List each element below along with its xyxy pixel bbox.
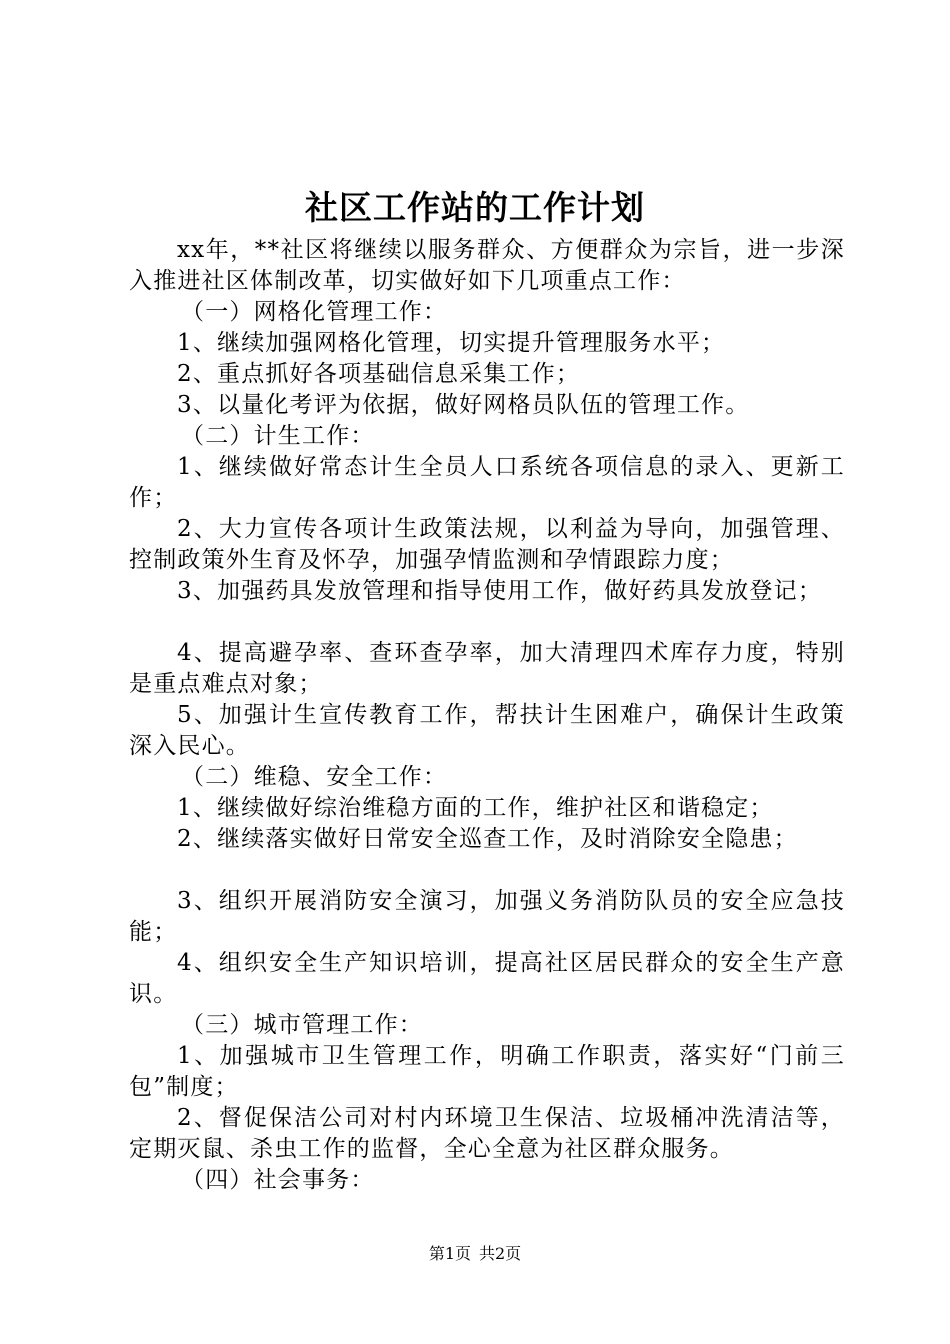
document-body: [129, 235, 845, 1196]
list-item: 5、加强计生宣传教育工作，帮扶计生困难户，确保计生政策深入民心。: [129, 702, 845, 759]
list-item: 1、继续做好综治维稳方面的工作，维护社区和谐稳定；: [177, 795, 774, 821]
list-item: 1、继续加强网格化管理，切实提升管理服务水平；: [177, 330, 726, 356]
page-footer: [0, 1243, 950, 1265]
list-item: 2、继续落实做好日常安全巡查工作，及时消除安全隐患；: [177, 826, 798, 852]
list-item: 2、重点抓好各项基础信息采集工作；: [177, 361, 581, 387]
list-item: 4、组织安全生产知识培训，提高社区居民群众的安全生产意识。: [129, 950, 845, 1007]
section-heading-city-management: （三）城市管理工作：: [181, 1012, 423, 1038]
section-heading-social-affairs: （四）社会事务：: [181, 1167, 375, 1193]
page-total: 共2页: [479, 1244, 522, 1263]
section-heading-family-planning: （二）计生工作：: [181, 423, 375, 449]
list-item: 3、加强药具发放管理和指导使用工作，做好药具发放登记；: [177, 578, 823, 604]
section-heading-grid-management: （一）网格化管理工作：: [181, 299, 448, 325]
list-item: 3、以量化考评为依据，做好网格员队伍的管理工作。: [177, 392, 750, 418]
list-item: 2、大力宣传各项计生政策法规，以利益为导向，加强管理、控制政策外生育及怀孕，加强孕情监测和孕情跟踪力度；: [129, 516, 845, 573]
document-title: 社区工作站的工作计划: [305, 188, 645, 227]
list-item: 3、组织开展消防安全演习，加强义务消防队员的安全应急技能；: [129, 888, 845, 945]
list-item: 4、提高避孕率、查环查孕率，加大清理四术库存力度，特别是重点难点对象；: [129, 640, 845, 697]
list-item: 1、加强城市卫生管理工作，明确工作职责，落实好“门前三包”制度；: [129, 1043, 845, 1100]
page-number: 第1页: [428, 1244, 471, 1263]
section-heading-stability-safety: （二）维稳、安全工作：: [181, 764, 448, 790]
list-item: 1、继续做好常态计生全员人口系统各项信息的录入、更新工作；: [129, 454, 845, 511]
list-item: 2、督促保洁公司对村内环境卫生保洁、垃圾桶冲洗清洁等，定期灭鼠、杀虫工作的监督，全心全意为社区群众服务。: [129, 1105, 845, 1162]
intro-paragraph: xx年，**社区将继续以服务群众、方便群众为宗旨，进一步深入推进社区体制改革，切实做好如下几项重点工作：: [129, 237, 845, 294]
